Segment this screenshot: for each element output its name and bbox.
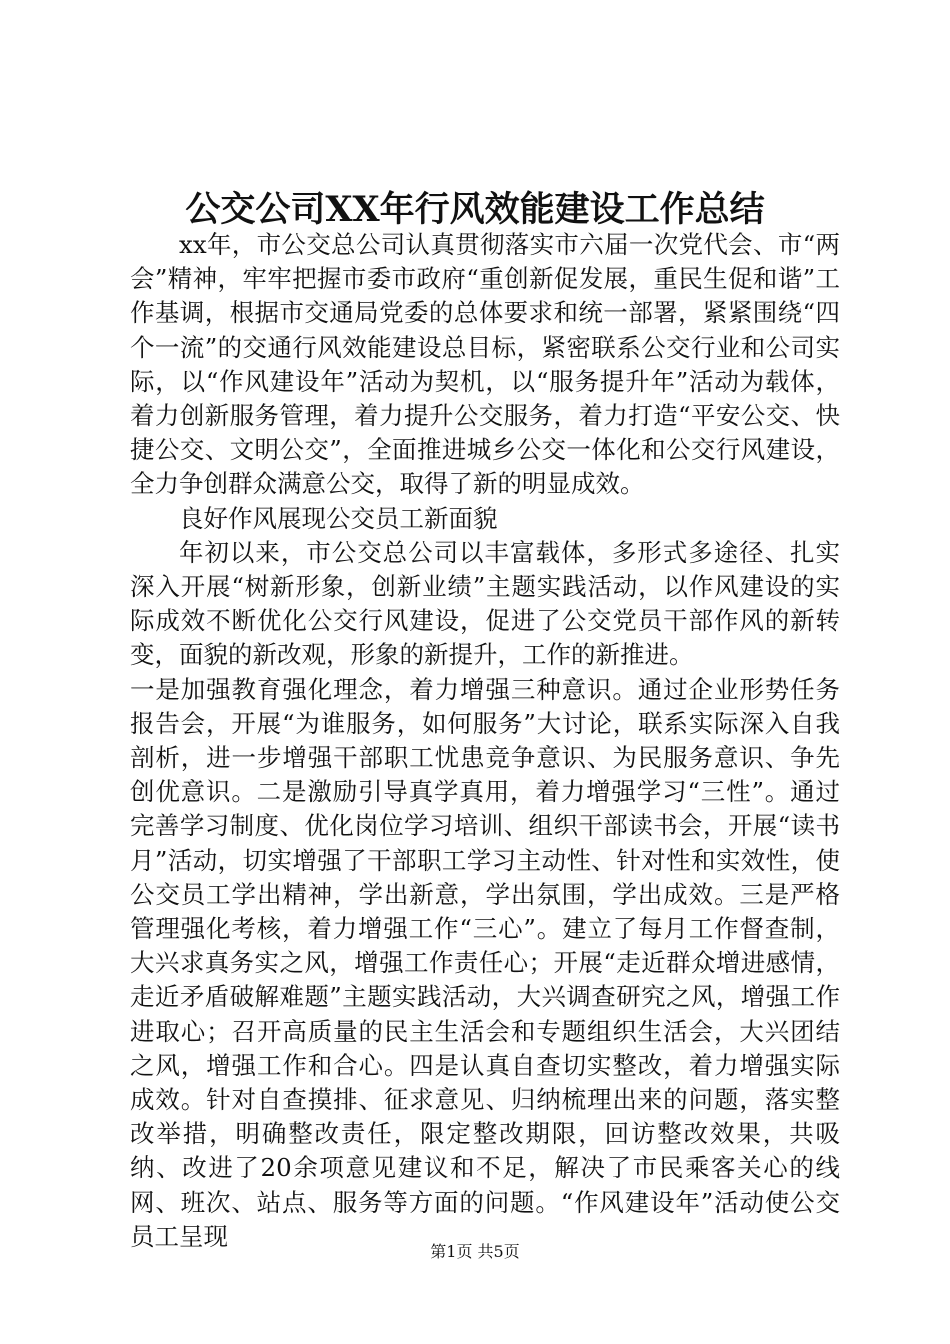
section-heading: 良好作风展现公交员工新面貌 xyxy=(179,503,498,533)
page-footer: 第1页 共5页 xyxy=(430,1242,520,1261)
body-paragraph: 年初以来，市公交总公司以丰富载体，多形式多途径、扎实深入开展“树新形象，创新业绩”主题实践活动，以作风建设的实际成效不断优化公交行风建设，促进了公交党员干部作风的新转变，面貌的新改观，形象的新提升，工作的新推进。 xyxy=(130,537,840,670)
intro-paragraph: xx年，市公交总公司认真贯彻落实市六届一次党代会、市“两会”精神，牢牢把握市委市政府“重创新促发展，重民生促和谐”工作基调，根据市交通局党委的总体要求和统一部署，紧紧围绕“四个一流”的交通行风效能建设总目标，紧密联系公交行业和公司实际，以“作风建设年”活动为契机，以“服务提升年”活动为载体，着力创新服务管理，着力提升公交服务，着力打造“平安公交、快捷公交、文明公交”，全面推进城乡公交一体化和公交行风建设，全力争创群众满意公交，取得了新的明显成效。 xyxy=(130,230,840,499)
document-title: 公交公司XX年行风效能建设工作总结 xyxy=(185,189,765,230)
document-body xyxy=(130,228,840,1254)
body-paragraph: 一是加强教育强化理念，着力增强三种意识。通过企业形势任务报告会，开展“为谁服务，如何服务”大讨论，联系实际深入自我剖析，进一步增强干部职工忧患竞争意识、为民服务意识、争先创优意识。二是激励引导真学真用，着力增强学习“三性”。通过完善学习制度、优化岗位学习培训、组织干部读书会，开展“读书月”活动，切实增强了干部职工学习主动性、针对性和实效性，使公交员工学出精神，学出新意，学出氛围，学出成效。三是严格管理强化考核，着力增强工作“三心”。建立了每月工作督查制，大兴求真务实之风，增强工作责任心；开展“走近群众增进感情，走近矛盾破解难题”主题实践活动，大兴调查研究之风，增强工作进取心；召开高质量的民主生活会和专题组织生活会，大兴团结之风，增强工作和合心。四是认真自查切实整改，着力增强实际成效。针对自查摸排、征求意见、归纳梳理出来的问题，落实整改举措，明确整改责任，限定整改期限，回访整改效果，共吸纳、改进了20余项意见建议和不足，解决了市民乘客关心的线网、班次、站点、服务等方面的问题。“作风建设年”活动使公交员工呈现 xyxy=(130,674,840,1251)
